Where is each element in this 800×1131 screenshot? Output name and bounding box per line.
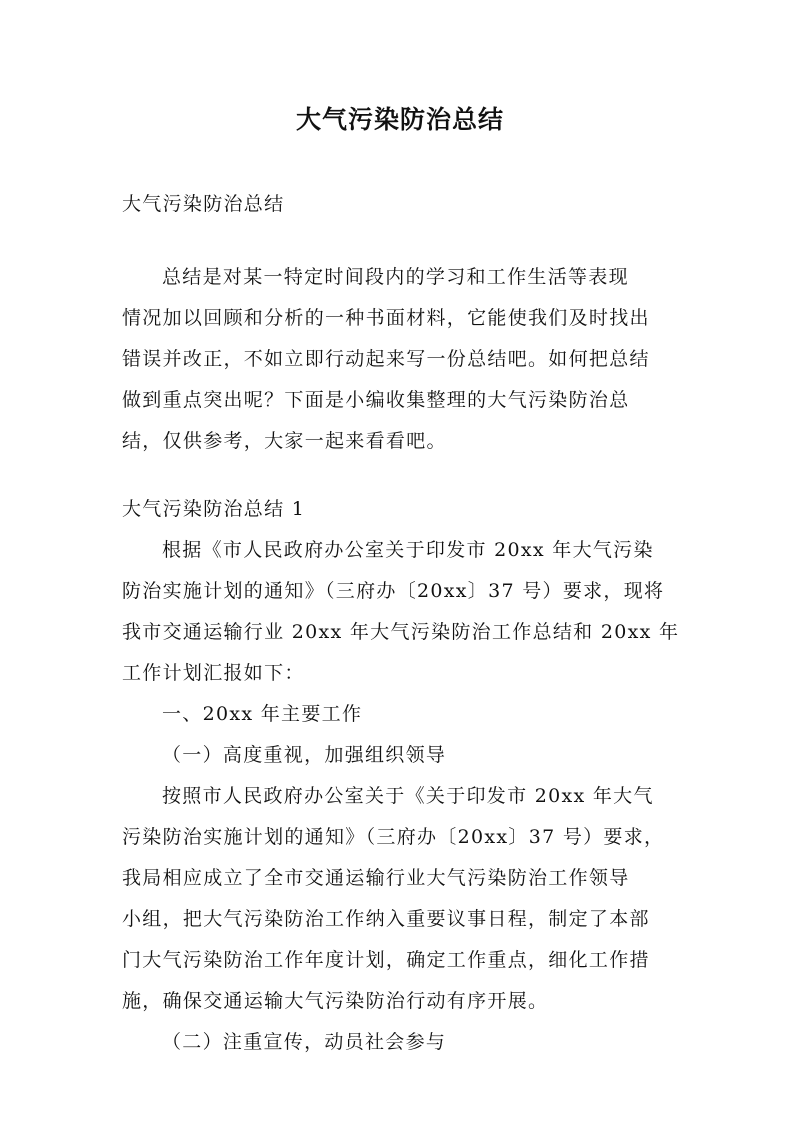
- intro-line: 结，仅供参考，大家一起来看看吧。: [122, 430, 447, 452]
- document-subtitle: 大气污染防治总结: [122, 193, 285, 215]
- document-title: 大气污染防治总结: [295, 105, 504, 134]
- intro-line: 情况加以回顾和分析的一种书面材料，它能使我们及时找出: [122, 307, 650, 329]
- subsection-line: 小组，把大气污染防治工作纳入重要议事日程，制定了本部: [122, 908, 650, 930]
- section-heading: 大气污染防治总结 1: [122, 498, 306, 520]
- intro-line: 做到重点突出呢？下面是小编收集整理的大气污染防治总: [122, 389, 630, 411]
- subsection-heading: （二）注重宣传，动员社会参与: [162, 1031, 447, 1053]
- subsection-line: 施，确保交通运输大气污染防治行动有序开展。: [122, 990, 549, 1012]
- section-line: 根据《市人民政府办公室关于印发市 20xx 年大气污染: [162, 539, 654, 561]
- section-line: 我市交通运输行业 20xx 年大气污染防治工作总结和 20xx 年: [122, 621, 680, 643]
- subsection-heading: （一）高度重视，加强组织领导: [162, 744, 447, 766]
- subsection-line: 污染防治实施计划的通知》（三府办〔20xx〕37 号）要求，: [122, 826, 665, 848]
- subsection-line: 按照市人民政府办公室关于《关于印发市 20xx 年大气: [162, 785, 654, 807]
- part-heading: 一、20xx 年主要工作: [162, 703, 363, 725]
- intro-line: 总结是对某一特定时间段内的学习和工作生活等表现: [162, 266, 629, 288]
- section-line: 防治实施计划的通知》（三府办〔20xx〕37 号）要求，现将: [122, 580, 665, 602]
- section-line: 工作计划汇报如下：: [122, 662, 305, 684]
- subsection-line: 我局相应成立了全市交通运输行业大气污染防治工作领导: [122, 867, 630, 889]
- subsection-line: 门大气污染防治工作年度计划，确定工作重点，细化工作措: [122, 949, 650, 971]
- intro-line: 错误并改正，不如立即行动起来写一份总结吧。如何把总结: [122, 348, 650, 370]
